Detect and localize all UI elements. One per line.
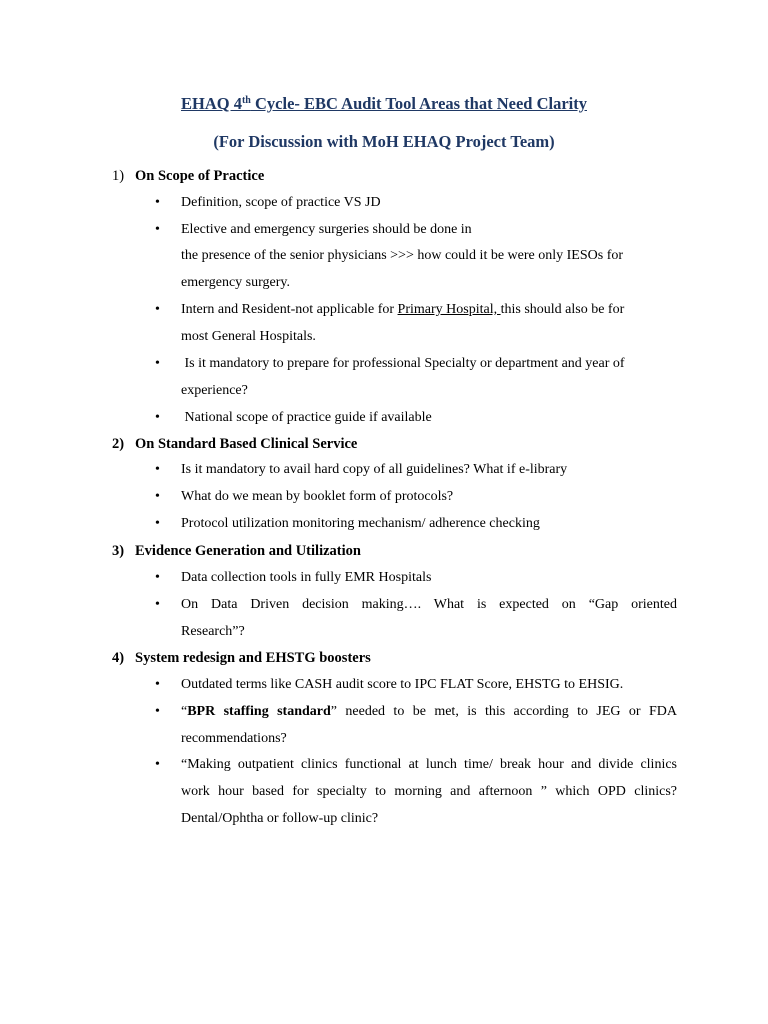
- list-item: National scope of practice guide if available: [181, 410, 432, 425]
- bullet-icon: •: [155, 570, 160, 585]
- list-item-continuation: most General Hospitals.: [181, 329, 316, 344]
- document-subtitle: (For Discussion with MoH EHAQ Project Team): [213, 132, 555, 151]
- list-item: What do we mean by booklet form of protocols?: [181, 489, 454, 504]
- section-number: 4): [112, 650, 125, 666]
- list-item-continuation: experience?: [181, 383, 248, 398]
- section-title: Evidence Generation and Utilization: [135, 543, 361, 559]
- bullet-icon: •: [155, 410, 160, 425]
- list-item-continuation: [181, 783, 677, 801]
- list-item: Definition, scope of practice VS JD: [181, 195, 381, 210]
- item-text: “Making outpatient clinics functional at lunch time/ break hour and divide clinics: [181, 757, 677, 772]
- item-text: On Data Driven decision making…. What is expected on “Gap oriented: [181, 597, 677, 612]
- list-item-continuation: recommendations?: [181, 731, 287, 746]
- underlined-text: Primary Hospital,: [397, 302, 501, 317]
- bullet-icon: •: [155, 757, 160, 772]
- title-suffix: Cycle- EBC Audit Tool Areas that Need Clarity: [250, 94, 587, 113]
- section-heading: [112, 167, 264, 185]
- list-item-continuation: emergency surgery.: [181, 275, 290, 290]
- open-quote: “: [181, 704, 188, 719]
- section-number: 2): [112, 436, 125, 452]
- bullet-icon: •: [155, 462, 160, 477]
- list-item-continuation: Research”?: [181, 624, 245, 639]
- item-text: Intern and Resident-not applicable for: [181, 302, 398, 317]
- list-item: [181, 596, 677, 614]
- list-item: Is it mandatory to avail hard copy of all guidelines? What if e-library: [181, 462, 568, 477]
- bullet-icon: •: [155, 597, 160, 612]
- list-item-continuation: the presence of the senior physicians >>> how could it be were only IESOs for: [181, 248, 624, 263]
- list-item: Elective and emergency surgeries should be done in: [181, 222, 472, 237]
- bullet-icon: •: [155, 489, 160, 504]
- title-prefix: EHAQ 4: [181, 94, 242, 113]
- bullet-icon: •: [155, 704, 160, 719]
- section-title: On Scope of Practice: [135, 168, 265, 184]
- bullet-icon: •: [155, 302, 160, 317]
- title-superscript: th: [241, 95, 251, 106]
- section-heading: [112, 649, 371, 667]
- bold-text: BPR staffing standard: [187, 704, 331, 719]
- list-item: Protocol utilization monitoring mechanism/ adherence checking: [181, 516, 540, 531]
- bullet-icon: •: [155, 516, 160, 531]
- section-title: System redesign and EHSTG boosters: [135, 650, 371, 666]
- list-item: Is it mandatory to prepare for professional Specialty or department and year of: [181, 356, 625, 371]
- item-text: ” needed to be met, is this according to JEG or FDA: [330, 704, 677, 719]
- list-item: [181, 703, 677, 721]
- bullet-icon: •: [155, 222, 160, 237]
- list-item: Outdated terms like CASH audit score to IPC FLAT Score, EHSTG to EHSIG.: [181, 677, 624, 692]
- bullet-icon: •: [155, 356, 160, 371]
- list-item-continuation: Dental/Ophtha or follow-up clinic?: [181, 811, 379, 826]
- section-number: 1): [112, 168, 125, 184]
- section-number: 3): [112, 543, 125, 559]
- list-item: [181, 756, 677, 774]
- section-heading: [112, 542, 361, 560]
- item-text: work hour based for specialty to morning and afternoon ” which OPD clinics?: [181, 784, 677, 799]
- section-title: On Standard Based Clinical Service: [135, 436, 358, 452]
- bullet-icon: •: [155, 677, 160, 692]
- section-heading: [112, 435, 357, 453]
- item-text: this should also be for: [500, 302, 625, 317]
- bullet-icon: •: [155, 195, 160, 210]
- list-item: [181, 301, 624, 319]
- list-item: Data collection tools in fully EMR Hospitals: [181, 570, 432, 585]
- document-title: [0, 94, 768, 114]
